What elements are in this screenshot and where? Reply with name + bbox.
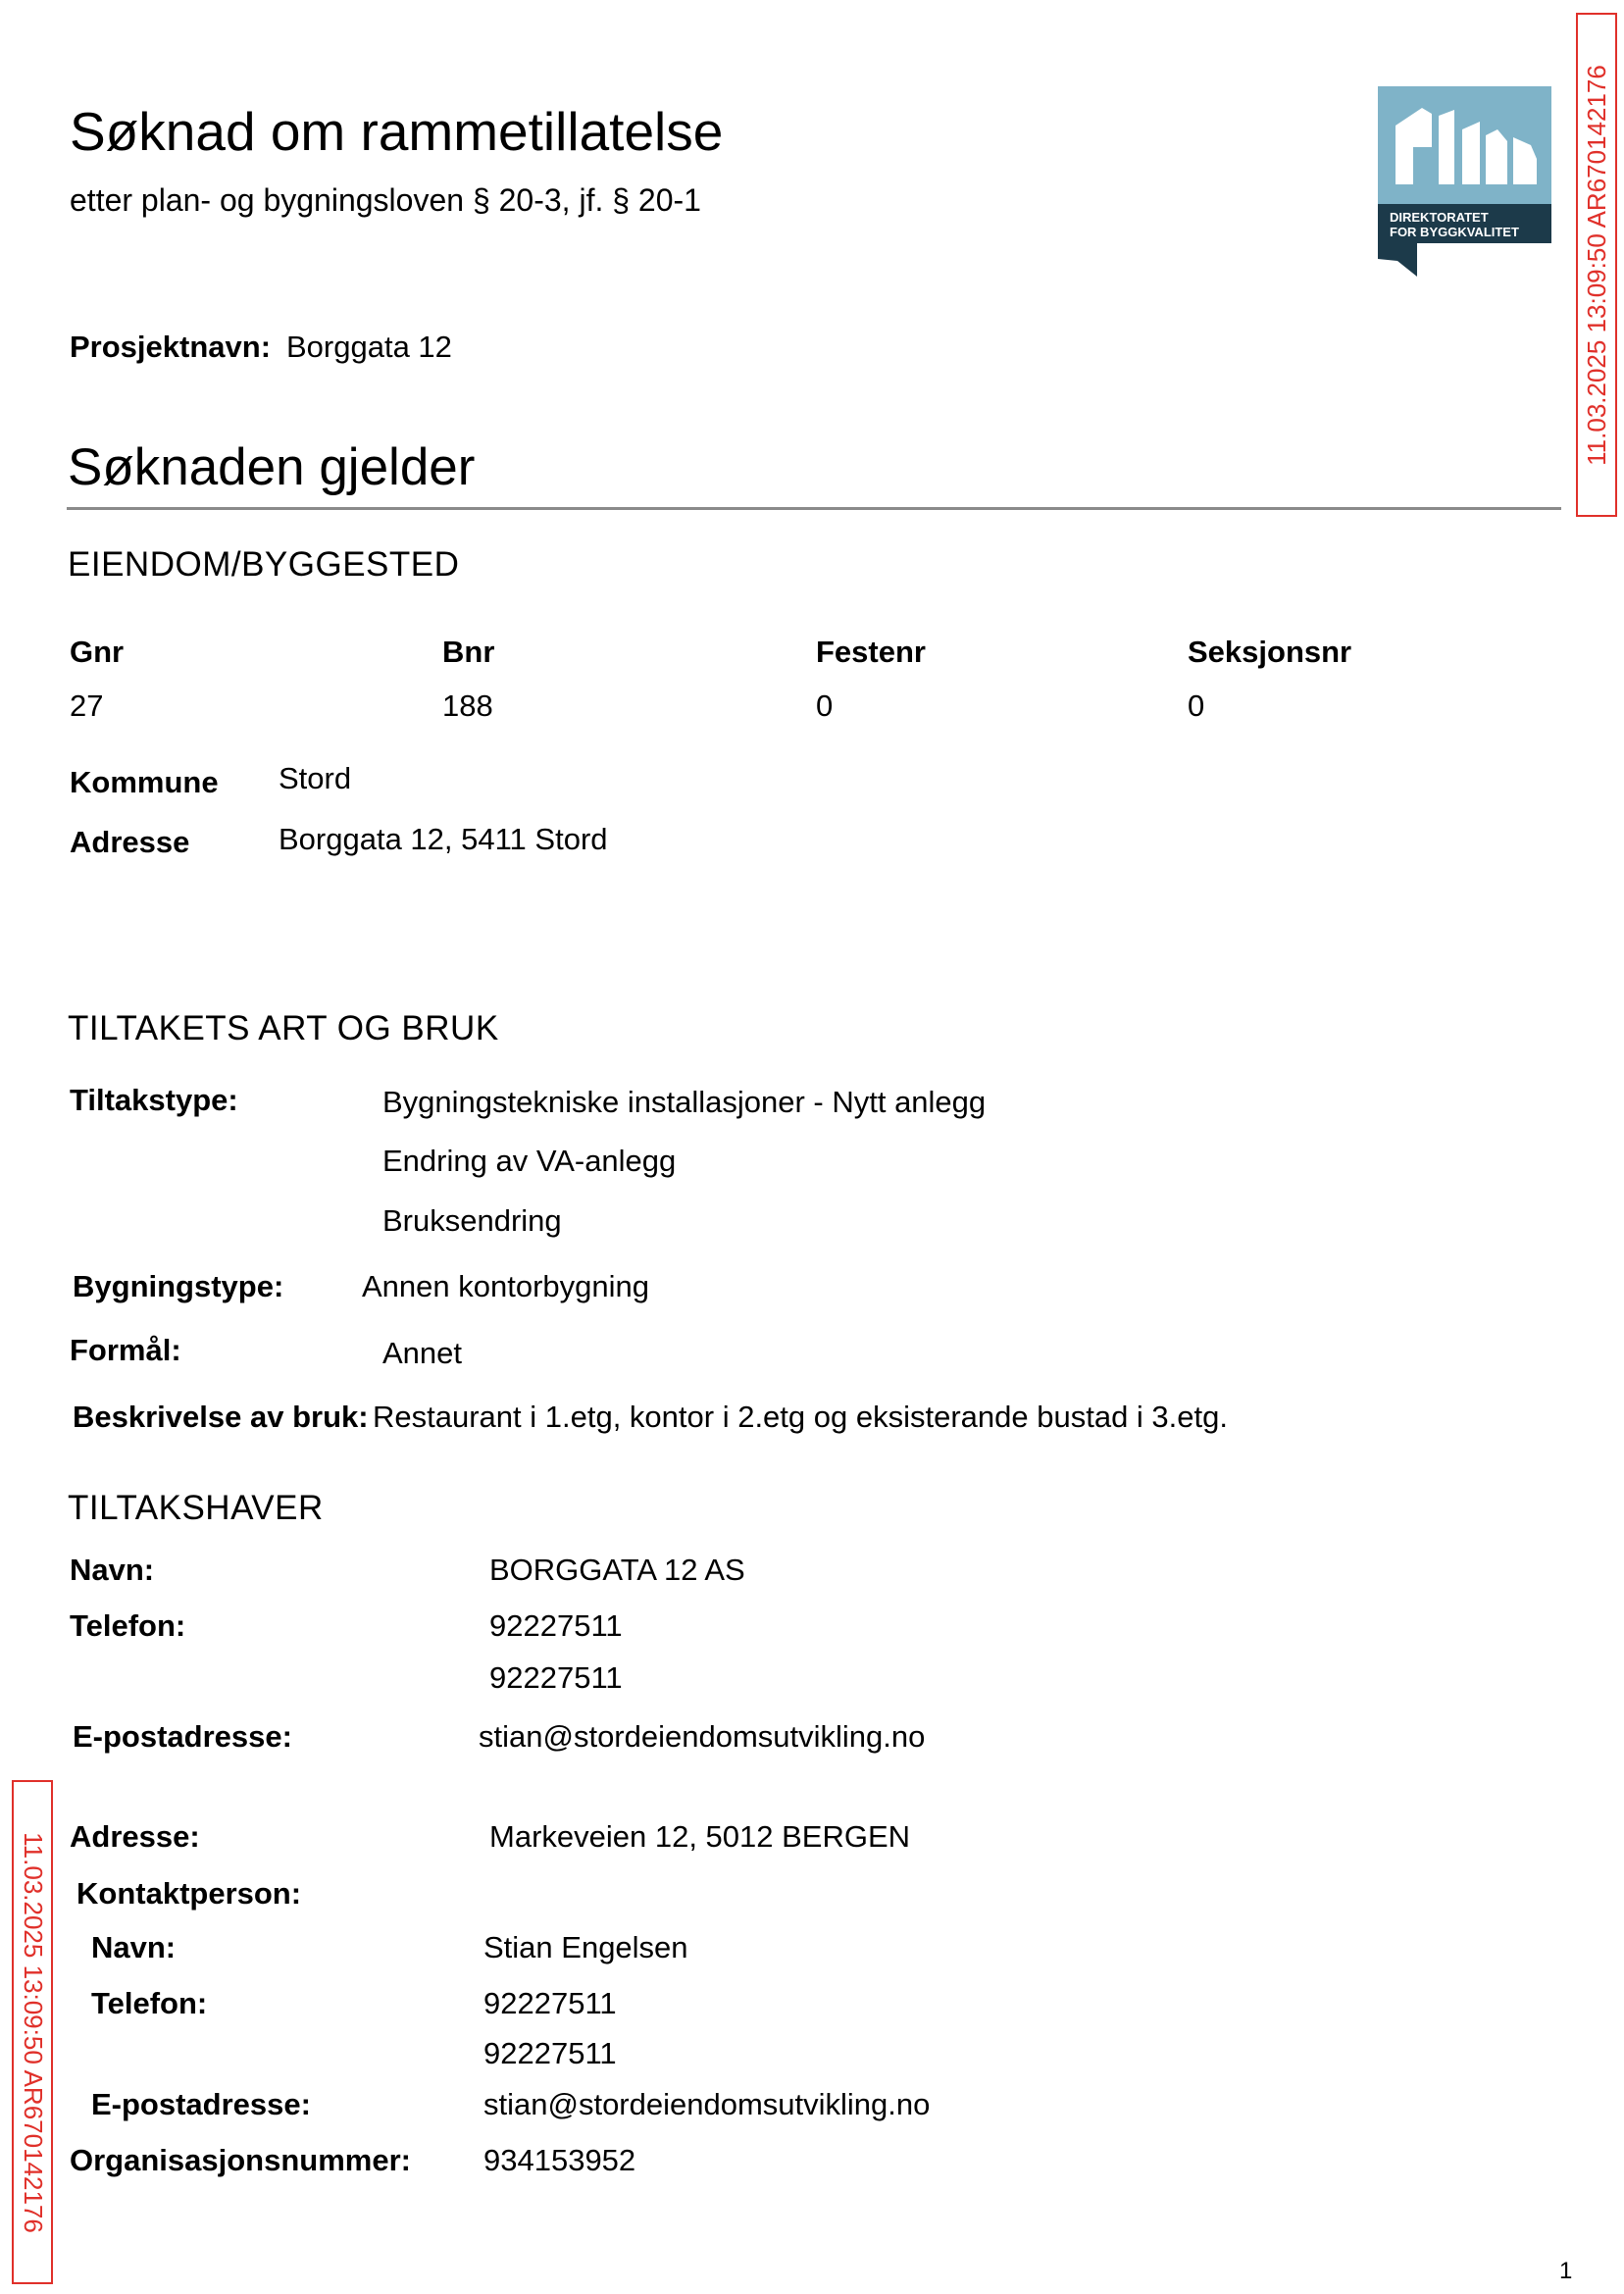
timestamp-stamp-top: [1576, 13, 1617, 517]
stamp-text: 11.03.2025 13:09:50 AR670142176: [18, 1831, 48, 2233]
bygningstype-label: Bygningstype:: [73, 1269, 284, 1303]
project-label: Prosjektnavn:: [70, 330, 272, 364]
logo-text-2: FOR BYGGKVALITET: [1390, 225, 1519, 239]
kp-telefon-label: Telefon:: [91, 1986, 208, 2020]
kp-navn-value: Stian Engelsen: [483, 1930, 688, 1964]
kp-navn-label: Navn:: [91, 1930, 177, 1964]
page-number: 1: [1559, 2258, 1573, 2284]
stamp-text: 11.03.2025 13:09:50 AR670142176: [1581, 64, 1611, 466]
formal-value: Annet: [382, 1336, 463, 1370]
section-divider: [67, 507, 1561, 510]
tiltakstype-label: Tiltakstype:: [70, 1083, 238, 1117]
th-epost-value: stian@stordeiendomsutvikling.no: [479, 1719, 926, 1754]
tiltak-heading: TILTAKETS ART OG BRUK: [68, 1009, 499, 1047]
kp-telefon-value-1: 92227511: [483, 1986, 617, 2020]
th-adresse-label: Adresse:: [70, 1819, 200, 1854]
th-epost-label: E-postadresse:: [73, 1719, 292, 1754]
section-title: Søknaden gjelder: [68, 438, 476, 496]
beskrivelse-label: Beskrivelse av bruk:: [73, 1400, 369, 1434]
org-label: Organisasjonsnummer:: [70, 2143, 411, 2177]
th-telefon-value-2: 92227511: [489, 1660, 623, 1695]
adresse-label: Adresse: [70, 825, 190, 859]
seksjonsnr-value: 0: [1188, 688, 1205, 723]
document-title: Søknad om rammetillatelse: [70, 101, 724, 162]
seksjonsnr-label: Seksjonsnr: [1188, 635, 1352, 669]
adresse-value: Borggata 12, 5411 Stord: [279, 822, 608, 856]
property-heading: EIENDOM/BYGGESTED: [68, 545, 460, 584]
kontaktperson-label: Kontaktperson:: [76, 1876, 302, 1911]
th-navn-label: Navn:: [70, 1553, 155, 1587]
project-value: Borggata 12: [286, 330, 452, 364]
beskrivelse-value: Restaurant i 1.etg, kontor i 2.etg og eksisterande bustad i 3.etg.: [373, 1400, 1228, 1434]
bnr-label: Bnr: [442, 635, 495, 669]
kommune-label: Kommune: [70, 765, 219, 799]
formal-label: Formål:: [70, 1333, 181, 1367]
tiltakstype-value-2: Endring av VA-anlegg: [382, 1144, 677, 1178]
bygningstype-value: Annen kontorbygning: [362, 1269, 650, 1303]
festenr-label: Festenr: [816, 635, 926, 669]
bnr-value: 188: [442, 688, 493, 723]
th-navn-value: BORGGATA 12 AS: [489, 1553, 745, 1587]
tiltakshaver-heading: TILTAKSHAVER: [68, 1489, 324, 1527]
timestamp-stamp-bottom: [12, 1780, 53, 2284]
tiltakstype-value-1: Bygningstekniske installasjoner - Nytt anlegg: [382, 1085, 987, 1119]
document-subtitle: etter plan- og bygningsloven § 20-3, jf. § 20-1: [70, 182, 701, 218]
th-telefon-value-1: 92227511: [489, 1608, 623, 1643]
dibk-logo: [1378, 86, 1551, 277]
logo-text-1: DIREKTORATET: [1390, 210, 1489, 225]
gnr-value: 27: [70, 688, 104, 723]
tiltakstype-value-3: Bruksendring: [382, 1203, 562, 1238]
gnr-label: Gnr: [70, 635, 125, 669]
th-telefon-label: Telefon:: [70, 1608, 186, 1643]
kp-telefon-value-2: 92227511: [483, 2036, 617, 2070]
kp-epost-value: stian@stordeiendomsutvikling.no: [483, 2087, 931, 2121]
kp-epost-label: E-postadresse:: [91, 2087, 311, 2121]
festenr-value: 0: [816, 688, 834, 723]
kommune-value: Stord: [279, 761, 352, 795]
th-adresse-value: Markeveien 12, 5012 BERGEN: [489, 1819, 911, 1854]
org-value: 934153952: [483, 2143, 636, 2177]
